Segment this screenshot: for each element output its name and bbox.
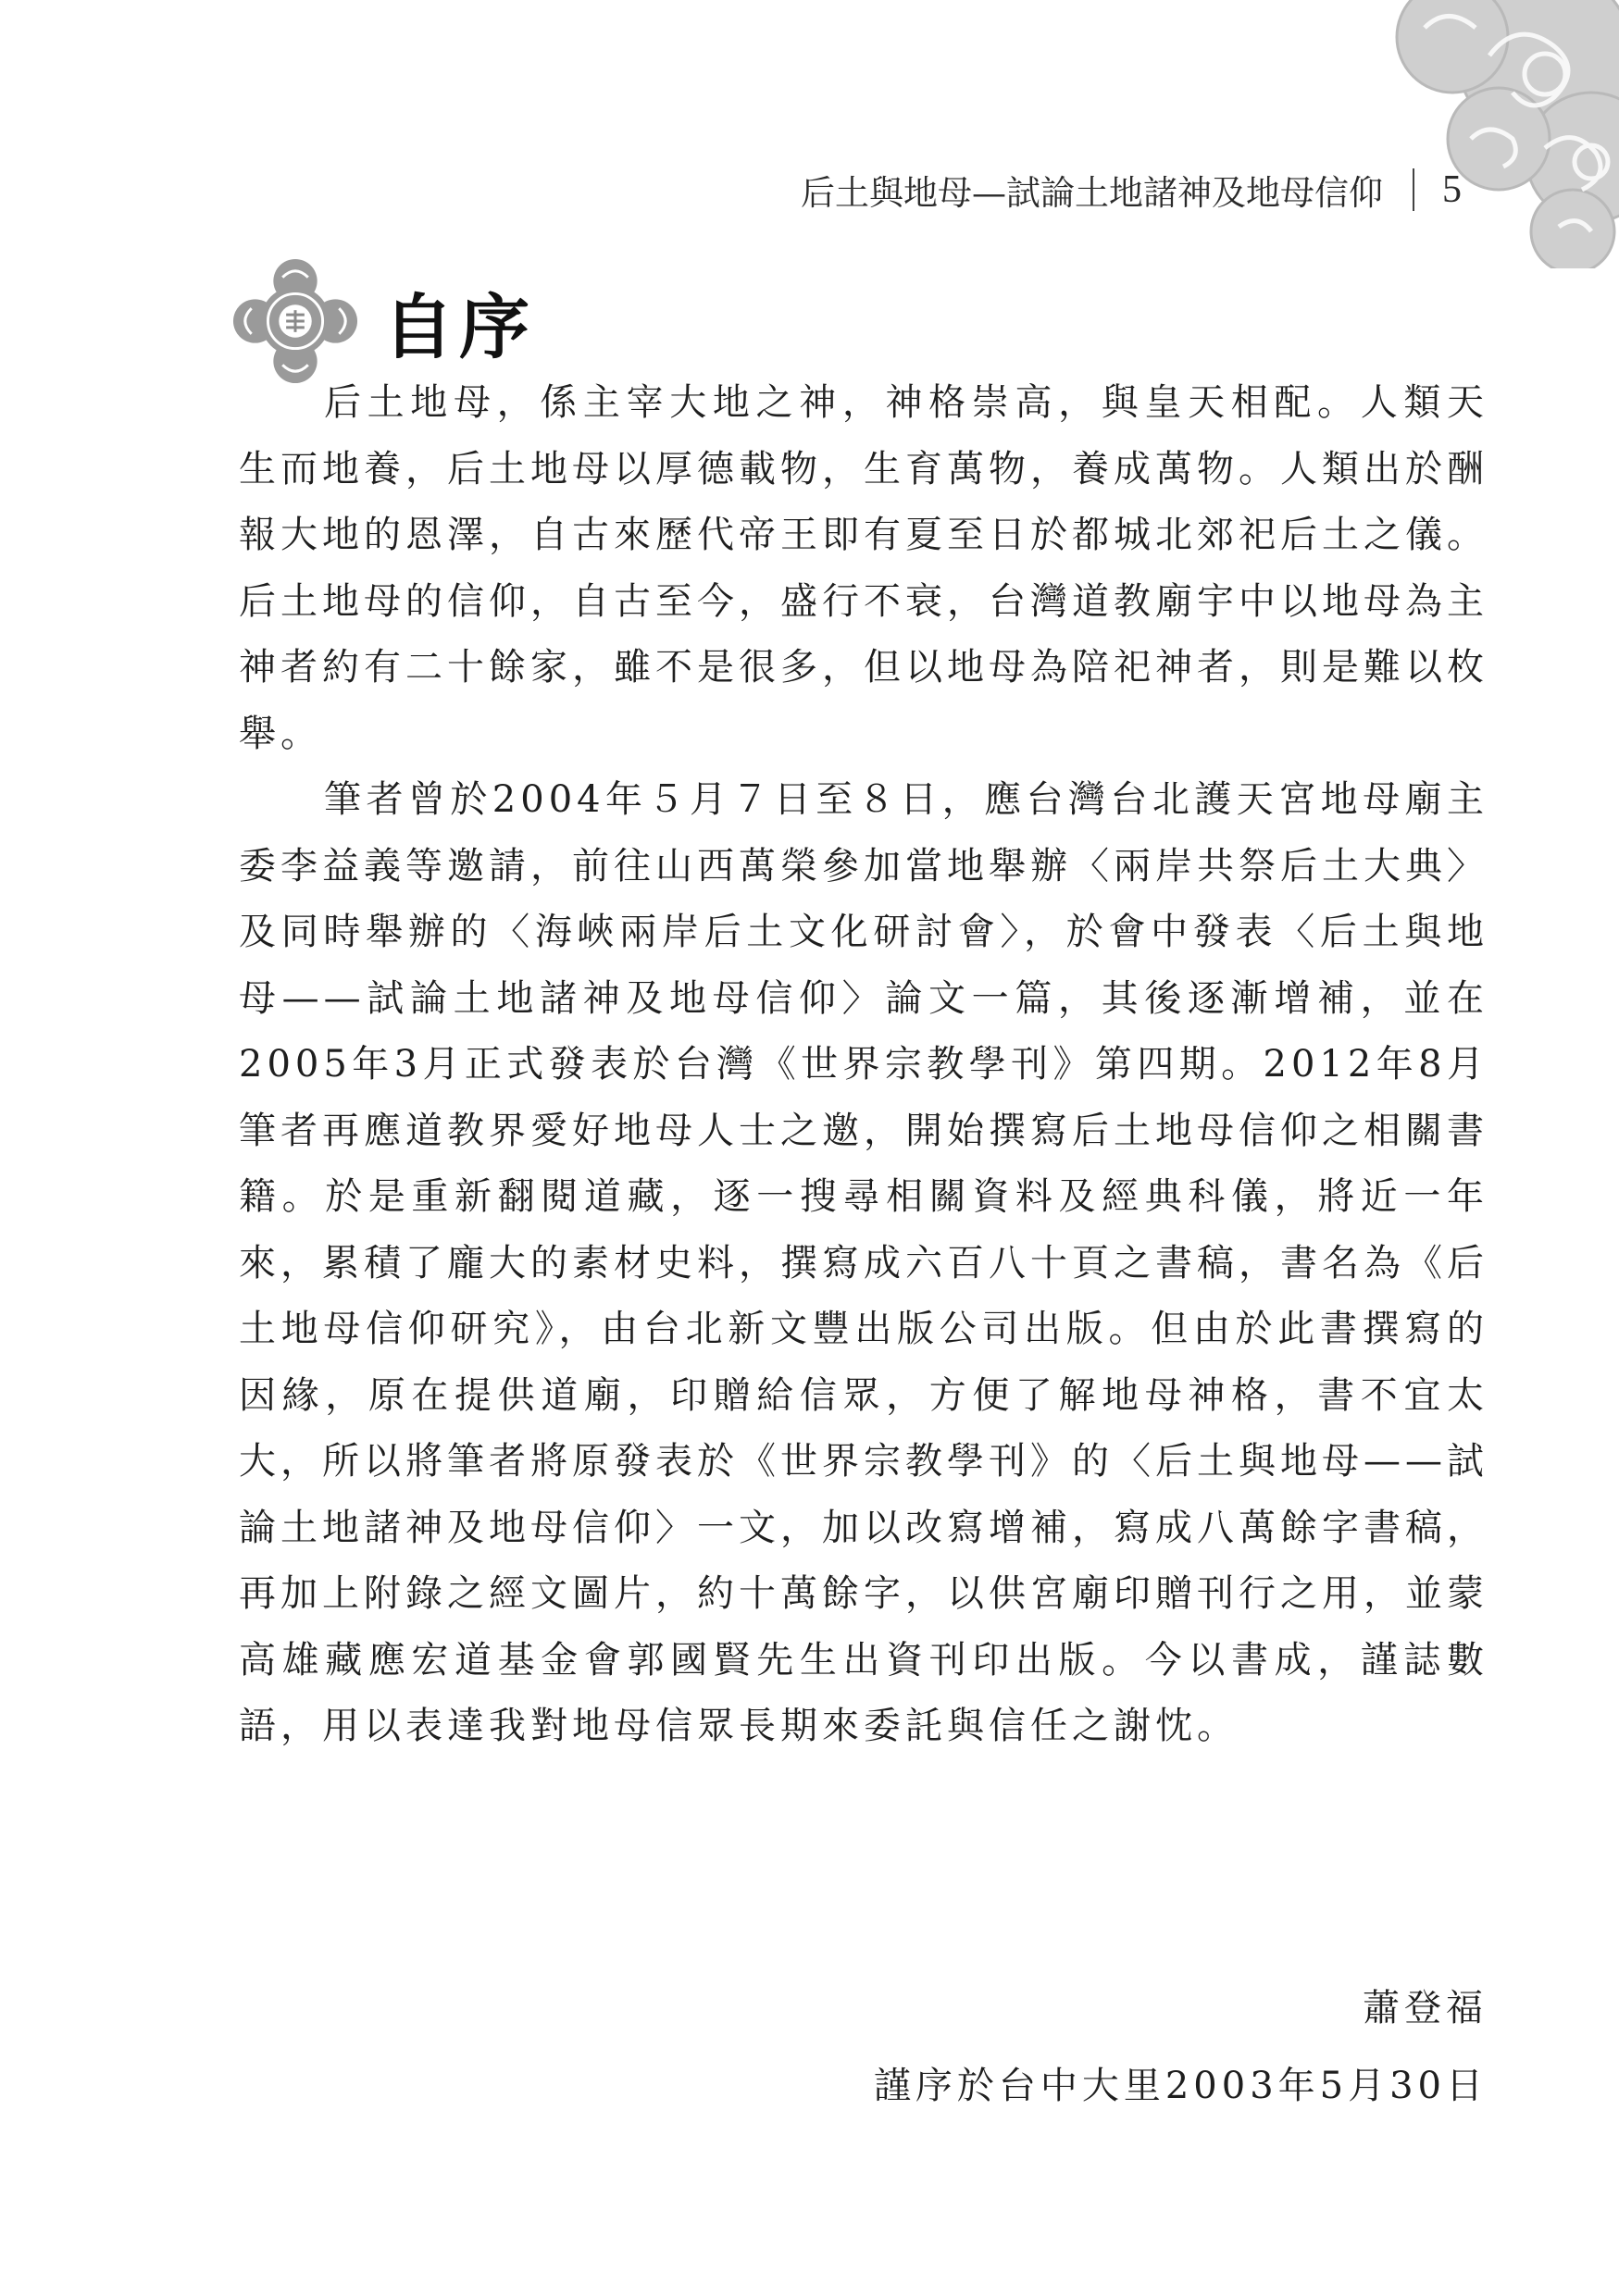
header-divider [1413,168,1414,211]
preface-body [239,370,1488,1760]
page-number: 5 [1442,168,1462,211]
running-header-title: 后土與地母—試論土地諸神及地母信仰 [801,173,1383,213]
paragraph-2: 筆者曾於2004年５月７日至８日，應台灣台北護天宮地母廟主委李益義等邀請，前往山西萬榮參加當地舉辦〈兩岸共祭后土大典〉及同時舉辦的〈海峽兩岸后土文化研討會〉，於會中發表〈后土與地母——試論土地諸神及地母信仰〉論文一篇，其後逐漸增補，並在2005年3月正式發表於台灣《世界宗教學刊》第四期。2012年8月筆者再應道教界愛好地母人士之邀，開始撰寫后土地母信仰之相關書籍。於是重新翻閱道藏，逐一搜尋相關資料及經典科儀，將近一年來，累積了龐大的素材史料，撰寫成六百八十頁之書稿，書名為《后土地母信仰研究》，由台北新文豐出版公司出版。但由於此書撰寫的因緣，原在提供道廟，印贈給信眾，方便了解地母神格，書不宜太大，所以將筆者將原發表於《世界宗教學刊》的〈后土與地母——試論土地諸神及地母信仰〉一文，加以改寫增補，寫成八萬餘字書稿，再加上附錄之經文圖片，約十萬餘字，以供宮廟印贈刊行之用，並蒙高雄藏應宏道基金會郭國賢先生出資刊印出版。今以書成，謹誌數語，用以表達我對地母信眾長期來委託與信任之謝忱。 [239,778,1488,1747]
section-heading [231,257,535,385]
ornamental-emblem-icon [231,257,359,385]
paragraph-1: 后土地母，係主宰大地之神，神格崇高，與皇天相配。人類天生而地養，后土地母以厚德載物，生育萬物，養成萬物。人類出於酬報大地的恩澤，自古來歷代帝王即有夏至日於都城北郊祀后土之儀。后土地母的信仰，自古至今，盛行不衰，台灣道教廟宇中以地母為主神者約有二十餘家，雖不是很多，但以地母為陪祀神者，則是難以枚舉。 [239,381,1488,755]
section-title: 自序 [383,285,535,368]
signature-date-line: 謹序於台中大里2003年5月30日 [873,2065,1488,2107]
running-header [801,165,1462,215]
author-name: 蕭登福 [1363,1987,1488,2029]
cloud-ornament-icon [1314,0,1619,268]
